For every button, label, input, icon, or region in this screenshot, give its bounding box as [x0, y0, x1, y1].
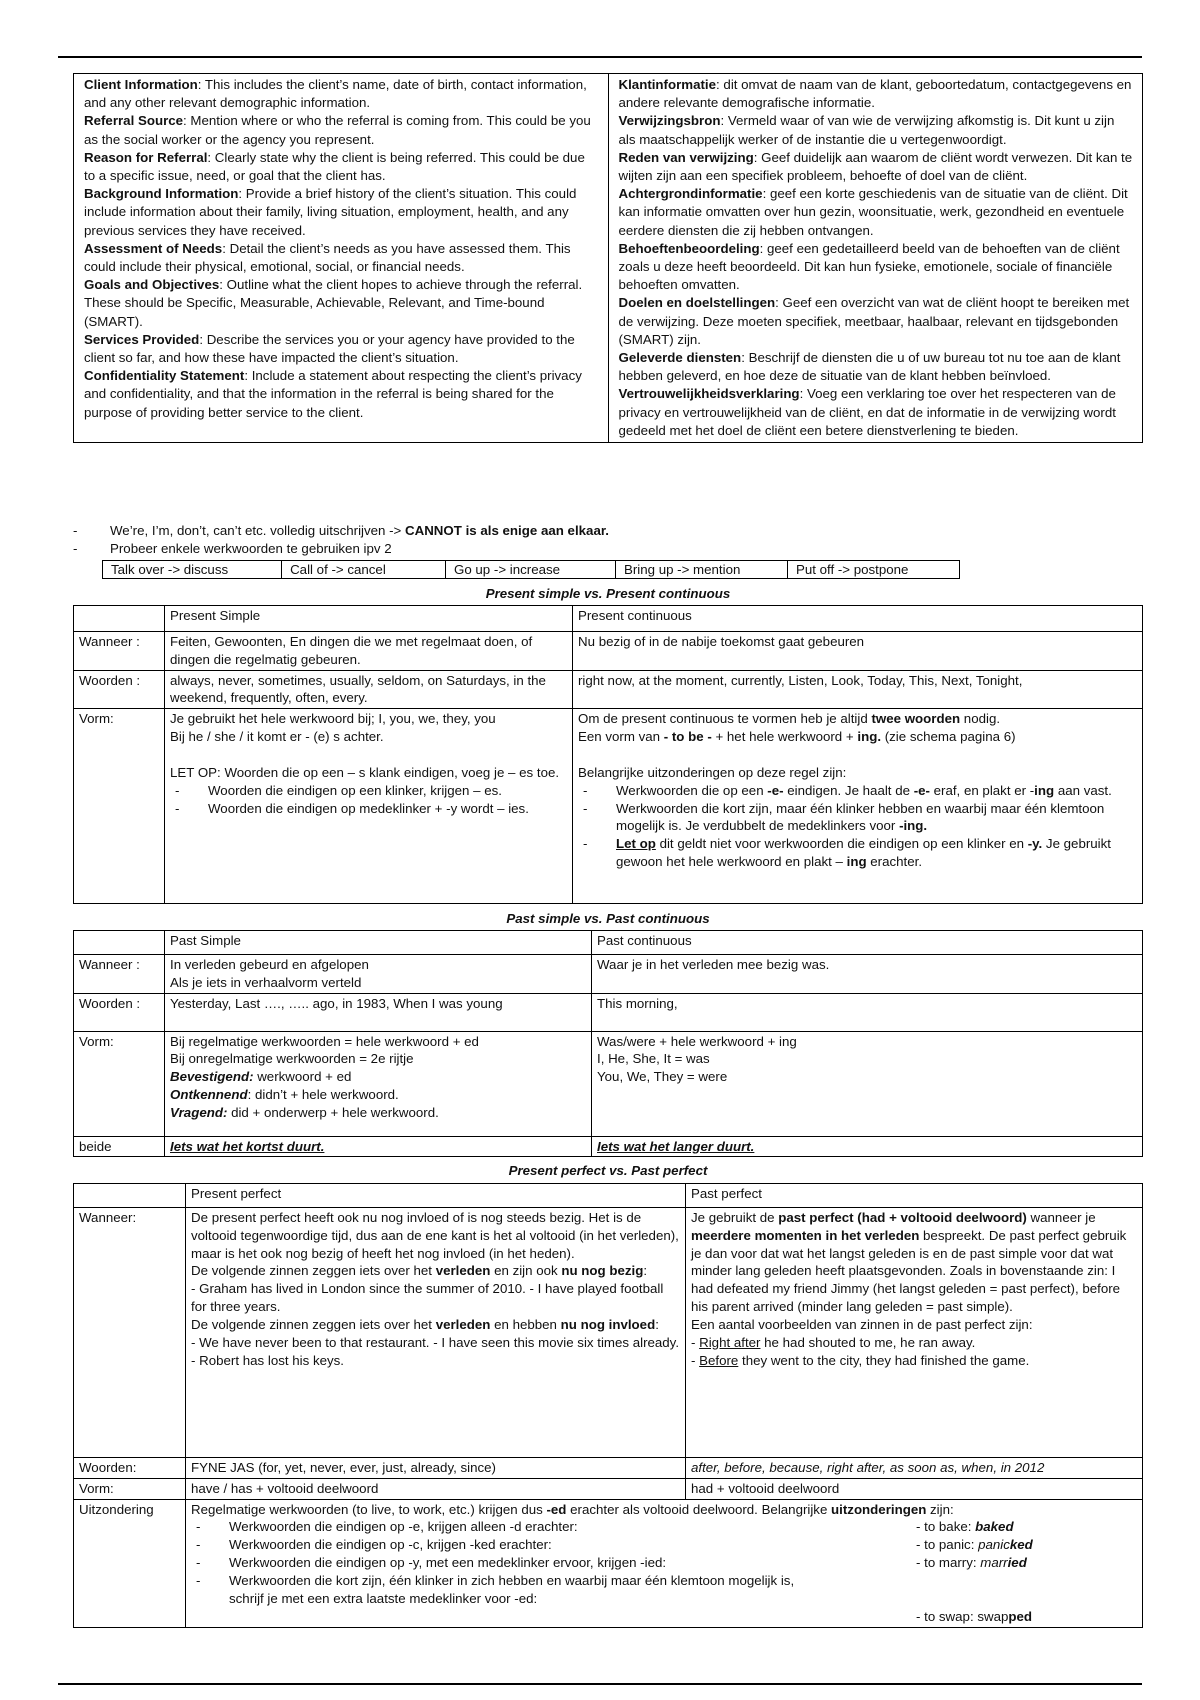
info-term: Klantinformatie — [618, 77, 717, 92]
info-text: : Clearly state why the client is being referred. This could be due to a specific issue, need, or goal that the client has. — [84, 149, 585, 184]
row-label: Wanneer : — [74, 955, 165, 994]
info-term: Goals and Objectives — [84, 277, 220, 293]
info-term: Achtergrondinformatie — [618, 186, 763, 202]
info-term: Geleverde diensten — [618, 350, 742, 366]
info-term: Background Information — [84, 186, 239, 202]
perfect-table — [73, 1183, 1143, 1628]
info-paragraph — [84, 149, 599, 185]
info-english-cell — [74, 74, 609, 443]
empty-cell — [74, 606, 165, 632]
cell: right now, at the moment, currently, Listen, Look, Today, This, Next, Tonight, — [573, 670, 1143, 709]
info-text: : Mention where or who the referral is coming from. This could be you as the social worker or the agency you represent. — [84, 113, 591, 147]
info-term: Referral Source — [84, 113, 184, 129]
info-text: : dit omvat de naam van de klant, geboortedatum, contactgegevens en andere relevante demografische informatie. — [618, 77, 1132, 111]
info-paragraph — [84, 331, 599, 367]
info-paragraph — [619, 149, 1134, 185]
present-section-title: Present simple vs. Present continuous — [485, 586, 731, 601]
row-label: Vorm: — [74, 709, 165, 904]
info-term: Client Information — [84, 77, 198, 92]
present-table — [73, 605, 1143, 904]
row-label: Woorden : — [74, 993, 165, 1031]
phrasal-verb-cell: Talk over -> discuss — [103, 561, 282, 579]
info-text: : Include a statement about respecting the client’s privacy and confidentiality, and that the information in the referral is being shared for the purpose of providing better service to the client. — [84, 368, 582, 420]
info-paragraph — [84, 112, 599, 148]
info-term: Reason for Referral — [84, 149, 208, 165]
note-contractions: - We’re, I’m, don’t, can’t etc. volledig uitschrijven -> CANNOT is als enige aan elkaar. — [73, 523, 609, 538]
info-text: : Provide a brief history of the client’s situation. This could include information about their family, living situation, employment, health, and any previous services they have received. — [84, 186, 577, 238]
info-text: : Vermeld waar of van wie de verwijzing afkomstig is. Dit kunt u zijn als maatschappelijk werker of de instantie die u vertegenwoordigt. — [618, 113, 1115, 147]
empty-cell — [74, 1184, 186, 1208]
col-header: Past perfect — [686, 1184, 1143, 1208]
info-text: : Geef een overzicht van wat de cliënt hoopt te bereiken met de verwijzing. Deze moeten specifiek, meetbaar, haalbaar, relevant en tijdsgebonden (SMART) zijn. — [618, 295, 1130, 347]
info-text: : geef een korte geschiedenis van de situatie van de cliënt. Dit kan informatie omvatten over hun gezin, woonsituatie, werk, gezondheid en eventuele eerdere diensten die zij hebben ontvangen. — [618, 186, 1128, 238]
col-header: Present continuous — [573, 606, 1143, 632]
info-paragraph — [84, 276, 599, 331]
info-term: Services Provided — [84, 331, 200, 347]
col-header: Past continuous — [592, 931, 1143, 955]
note-single-verbs: - Probeer enkele werkwoorden te gebruiken ipv 2 — [73, 541, 392, 556]
past-section-title: Past simple vs. Past continuous — [506, 911, 710, 926]
info-term: Verwijzingsbron — [618, 113, 721, 129]
info-term: Confidentiality Statement — [84, 368, 245, 384]
info-text: : Describe the services you or your agency have provided to the client so far, and how these have impacted the client’s situation. — [84, 331, 575, 366]
info-paragraph — [84, 240, 599, 276]
cell: Waar je in het verleden mee bezig was. — [592, 955, 1143, 994]
footer-rule — [58, 1683, 1142, 1685]
cell: This morning, — [592, 993, 1143, 1031]
info-paragraph — [84, 185, 599, 240]
cell: had + voltooid deelwoord — [686, 1478, 1143, 1499]
perfect-section-title: Present perfect vs. Past perfect — [508, 1163, 708, 1178]
cell: Feiten, Gewoonten, En dingen die we met regelmaat doen, of dingen die regelmatig gebeuren. — [165, 632, 573, 671]
info-paragraph — [84, 367, 599, 422]
info-paragraph — [619, 349, 1134, 385]
cell: Iets wat het langer duurt. — [592, 1136, 1143, 1157]
cell: De present perfect heeft ook nu nog invloed of is nog steeds bezig. Het is de voltooid tegenwoordige tijd, dus aan de ene kant is het al voltooid (in het verleden), maar is het ook nog bezig of heeft het nog invloed (in het heden). De volgende zinnen zeggen iets over het verleden en zijn ook nu nog bezig: - Graham has lived in London since the summer of 2010. - I have played football for three years. De volgende zinnen zeggen iets over het verleden en hebben nu nog invloed: - We have never been to that restaurant. - I have seen this movie six times already. - Robert has lost his keys. — [186, 1208, 686, 1458]
cell: Nu bezig of in de nabije toekomst gaat gebeuren — [573, 632, 1143, 671]
info-term: Assessment of Needs — [84, 240, 223, 256]
cell: Om de present continuous te vormen heb je altijd twee woorden nodig. Een vorm van - to be - + het hele werkwoord + ing. (zie schema pagina 6) Belangrijke uitzonderingen op deze regel zijn: - Werkwoorden die op een -e- eindigen. Je haalt de -e- eraf, en plakt er -ing aan vast. - Werkwoorden die kort zijn, maar één klinker hebben en waarbij maar één klemtoon mogelijk is. Je verdubbelt de medeklinkers voor -ing. - Let op dit geldt niet voor werkwoorden die eindigen op een klinker en -y. Je gebruikt gewoon het hele werkwoord en plakt – ing erachter. — [573, 709, 1143, 904]
row-label: beide — [74, 1136, 165, 1157]
cell: FYNE JAS (for, yet, never, ever, just, already, since) — [186, 1458, 686, 1479]
info-text: : Voeg een verklaring toe over het respecteren van de privacy en vertrouwelijkheid van de cliënt, en dat de informatie in de verwijzing wordt gedeeld met het doel de cliënt een betere dienstverlening te bieden. — [618, 386, 1116, 438]
referral-info-table — [73, 73, 1143, 443]
cell: Was/were + hele werkwoord + ing I, He, She, It = was You, We, They = were — [592, 1031, 1143, 1136]
info-paragraph — [619, 76, 1134, 112]
col-header: Present perfect — [186, 1184, 686, 1208]
row-label: Vorm: — [74, 1031, 165, 1136]
row-label: Vorm: — [74, 1478, 186, 1499]
row-label: Uitzondering — [74, 1499, 186, 1627]
row-label: Woorden: — [74, 1458, 186, 1479]
info-paragraph — [619, 385, 1134, 440]
cell: Iets wat het kortst duurt. — [165, 1136, 592, 1157]
cell: Je gebruikt de past perfect (had + voltooid deelwoord) wanneer je meerdere momenten in het verleden bespreekt. De past perfect gebruik je dan voor dat wat het langst geleden is en de past simple voor dat wat minder lang geleden heeft plaatsgevonden. Zoals in bovenstaande zin: I had defeated my friend Jimmy (het langst geleden = past perfect), before his parent arrived (minder lang geleden = past simple). Een aantal voorbeelden van zinnen in de past perfect zijn: - Right after he had shouted to me, he ran away. - Before they went to the city, they had finished the game. — [686, 1208, 1143, 1458]
info-paragraph — [84, 76, 599, 112]
info-paragraph — [619, 185, 1134, 240]
info-paragraph — [619, 294, 1134, 349]
phrasal-verbs-table — [102, 560, 960, 579]
writing-notes — [73, 522, 1153, 558]
info-text: : Outline what the client hopes to achieve through the referral. These should be Specific, Measurable, Achievable, Relevant, and Time-bound (SMART). — [84, 277, 583, 329]
info-term: Behoeftenbeoordeling — [618, 240, 760, 256]
cell: Je gebruikt het hele werkwoord bij; I, you, we, they, you Bij he / she / it komt er - (e) s achter. LET OP: Woorden die op een – s klank eindigen, voeg je – es toe. - Woorden die eindigen op een klinker, krijgen – es. - Woorden die eindigen op medeklinker + -y wordt – ies. — [165, 709, 573, 904]
info-text: : Beschrijf de diensten die u of uw bureau tot nu toe aan de klant hebben geleverd, en hoe deze de situatie van de klant hebben beïnvloed. — [618, 350, 1121, 384]
phrasal-verb-cell: Call of -> cancel — [282, 561, 446, 579]
info-text: : Geef duidelijk aan waarom de cliënt wordt verwezen. Dit kan te wijten zijn aan een specifiek probleem, behoefte of doel van de cliënt. — [618, 149, 1133, 184]
phrasal-verb-cell: Put off -> postpone — [787, 561, 959, 579]
past-table — [73, 930, 1143, 1157]
cell: Yesterday, Last …., ….. ago, in 1983, When I was young — [165, 993, 592, 1031]
info-term: Reden van verwijzing — [618, 149, 754, 165]
phrasal-verb-cell: Bring up -> mention — [615, 561, 787, 579]
info-dutch-cell — [608, 74, 1143, 443]
cell: always, never, sometimes, usually, seldom, on Saturdays, in the weekend, frequently, often, every. — [165, 670, 573, 709]
empty-cell — [74, 931, 165, 955]
info-text: : Detail the client’s needs as you have assessed them. This could include their physical, emotional, social, or financial needs. — [84, 240, 571, 275]
row-label: Wanneer: — [74, 1208, 186, 1458]
info-text: : geef een gedetailleerd beeld van de behoeften van de cliënt zoals u deze heeft beoordeeld. Dit kan hun fysieke, emotionele, sociale of financiële behoeften omvatten. — [618, 240, 1120, 293]
cell: Regelmatige werkwoorden (to live, to work, etc.) krijgen dus -ed erachter als voltooid deelwoord. Belangrijke uitzonderingen zijn: - Werkwoorden die eindigen op -e, krijgen alleen -d erachter: - to bake: baked - Werkwoorden die eindigen op -c, krijgen -ked erachter: - to panic: panicked - Werkwoorden die eindigen op -y, met een medeklinker ervoor, krijgen -ied: - to marry: married - Werkwoorden die kort zijn, één klinker in zich hebben en waarbij maar één klemtoon mogelijk is, schrijf je met een extra laatste medeklinker voor -ed: - to swap: swapped — [186, 1499, 1143, 1627]
phrasal-verb-cell: Go up -> increase — [445, 561, 615, 579]
info-paragraph — [619, 240, 1134, 295]
info-term: Vertrouwelijkheidsverklaring — [618, 386, 800, 402]
cell: Bij regelmatige werkwoorden = hele werkwoord + ed Bij onregelmatige werkwoorden = 2e rijtje Bevestigend: werkwoord + ed Ontkennend: didn’t + hele werkwoord. Vragend: did + onderwerp + hele werkwoord. — [165, 1031, 592, 1136]
cell: In verleden gebeurd en afgelopen Als je iets in verhaalvorm verteld — [165, 955, 592, 994]
row-label: Wanneer : — [74, 632, 165, 671]
info-paragraph — [619, 112, 1134, 148]
row-label: Woorden : — [74, 670, 165, 709]
info-term: Doelen en doelstellingen — [618, 295, 776, 311]
header-rule — [58, 56, 1142, 58]
col-header: Present Simple — [165, 606, 573, 632]
cell: have / has + voltooid deelwoord — [186, 1478, 686, 1499]
info-text: : This includes the client’s name, date of birth, contact information, and any other relevant demographic information. — [84, 77, 587, 111]
cell: after, before, because, right after, as soon as, when, in 2012 — [686, 1458, 1143, 1479]
col-header: Past Simple — [165, 931, 592, 955]
